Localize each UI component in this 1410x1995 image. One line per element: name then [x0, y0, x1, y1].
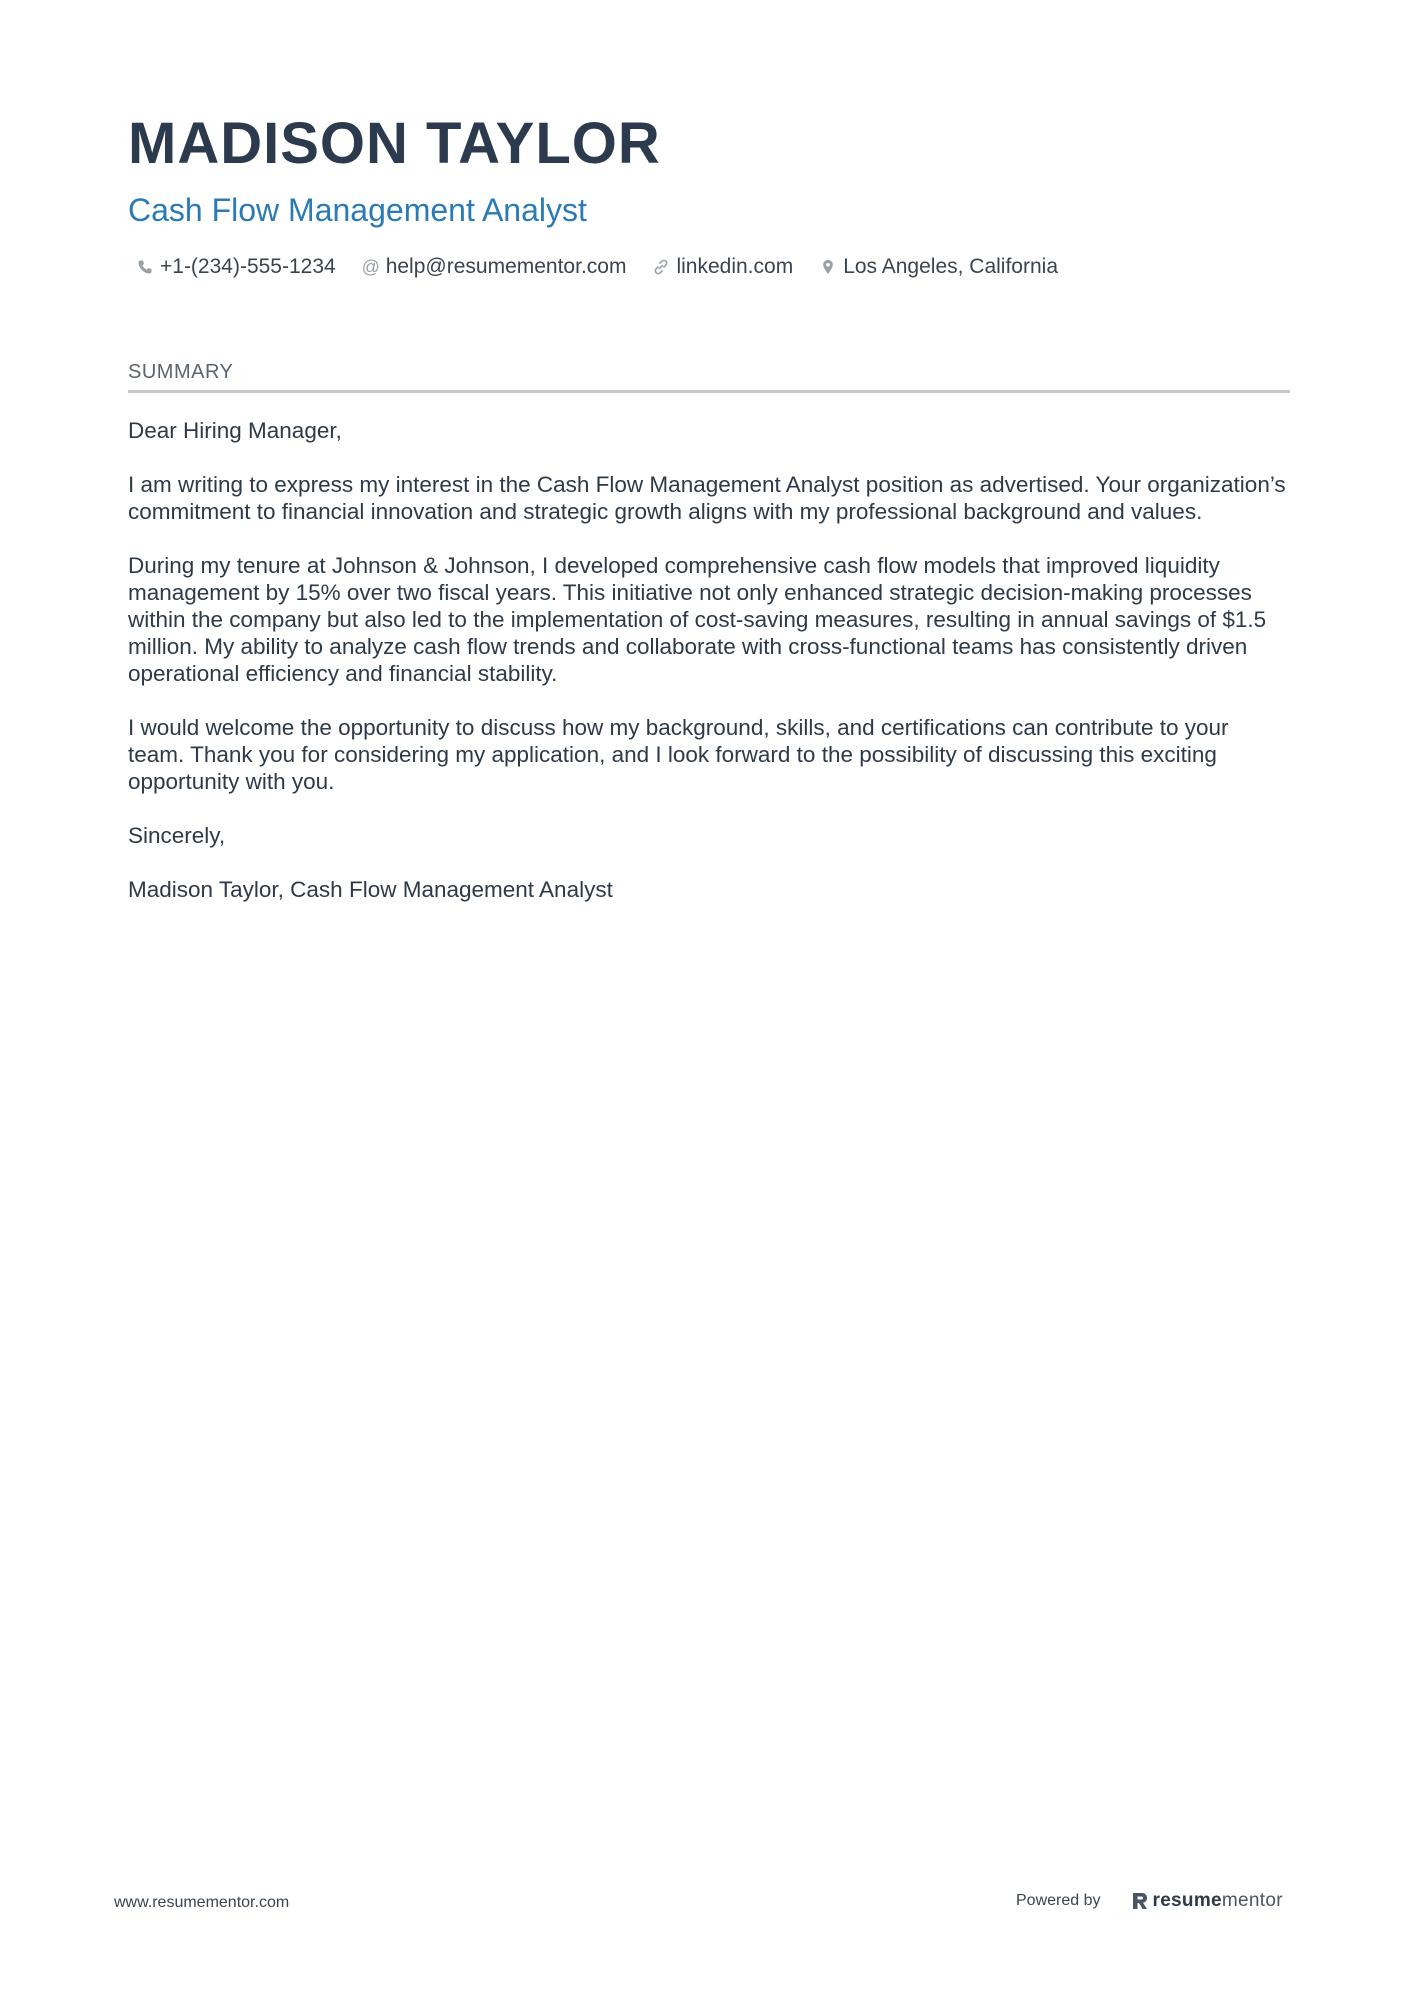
letter-body: [128, 417, 1290, 903]
location-pin-icon: [819, 258, 837, 276]
job-title: Cash Flow Management Analyst: [128, 192, 587, 228]
at-icon: @: [361, 257, 380, 277]
summary-section: [128, 358, 1290, 930]
powered-by-label: Powered by: [1016, 1892, 1101, 1909]
phone-icon: [136, 258, 154, 276]
contact-location: [819, 252, 1058, 282]
footer-branding: [1016, 1890, 1283, 1912]
contact-email[interactable]: [362, 252, 627, 282]
header: [128, 108, 1288, 282]
phone-text: +1-(234)-555-1234: [160, 255, 336, 278]
resumementor-logo-icon: [1131, 1891, 1149, 1911]
linkedin-text[interactable]: linkedin.com: [676, 255, 794, 278]
contact-bar: [136, 252, 1288, 282]
resumementor-logo[interactable]: [1131, 1890, 1283, 1912]
section-heading: SUMMARY: [128, 358, 1290, 393]
contact-phone: [136, 252, 336, 282]
letter-paragraph: I am writing to express my interest in the Cash Flow Management Analyst position as advertised. Your organization’s commitment to financial innovation and strategic growth aligns with my professional background and values.: [128, 472, 1286, 524]
closing: Sincerely,: [128, 823, 226, 848]
salutation: Dear Hiring Manager,: [128, 418, 342, 443]
link-icon: [652, 258, 670, 276]
location-text: Los Angeles, California: [843, 255, 1059, 278]
email-text[interactable]: help@resumementor.com: [385, 255, 627, 278]
brand-bold-text: resume: [1152, 1890, 1222, 1911]
footer-website[interactable]: www.resumementor.com: [114, 1894, 290, 1911]
signature: Madison Taylor, Cash Flow Management Analyst: [128, 877, 613, 902]
letter-paragraph: During my tenure at Johnson & Johnson, I developed comprehensive cash flow models that improved liquidity management by 15% over two fiscal years. This initiative not only enhanced strategic decision-making processes within the company but also led to the implementation of cost-saving measures, resulting in annual savings of $1.5 million. My ability to analyze cash flow trends and collaborate with cross-functional teams has consistently driven operational efficiency and financial stability.: [128, 553, 1267, 686]
contact-linkedin[interactable]: [652, 252, 793, 282]
brand-light-text: mentor: [1221, 1890, 1283, 1911]
candidate-name: MADISON TAYLOR: [128, 111, 661, 176]
letter-paragraph: I would welcome the opportunity to discuss how my background, skills, and certifications can contribute to your team. Thank you for considering my application, and I look forward to the possibility of discussing this exciting opportunity with you.: [128, 715, 1229, 794]
